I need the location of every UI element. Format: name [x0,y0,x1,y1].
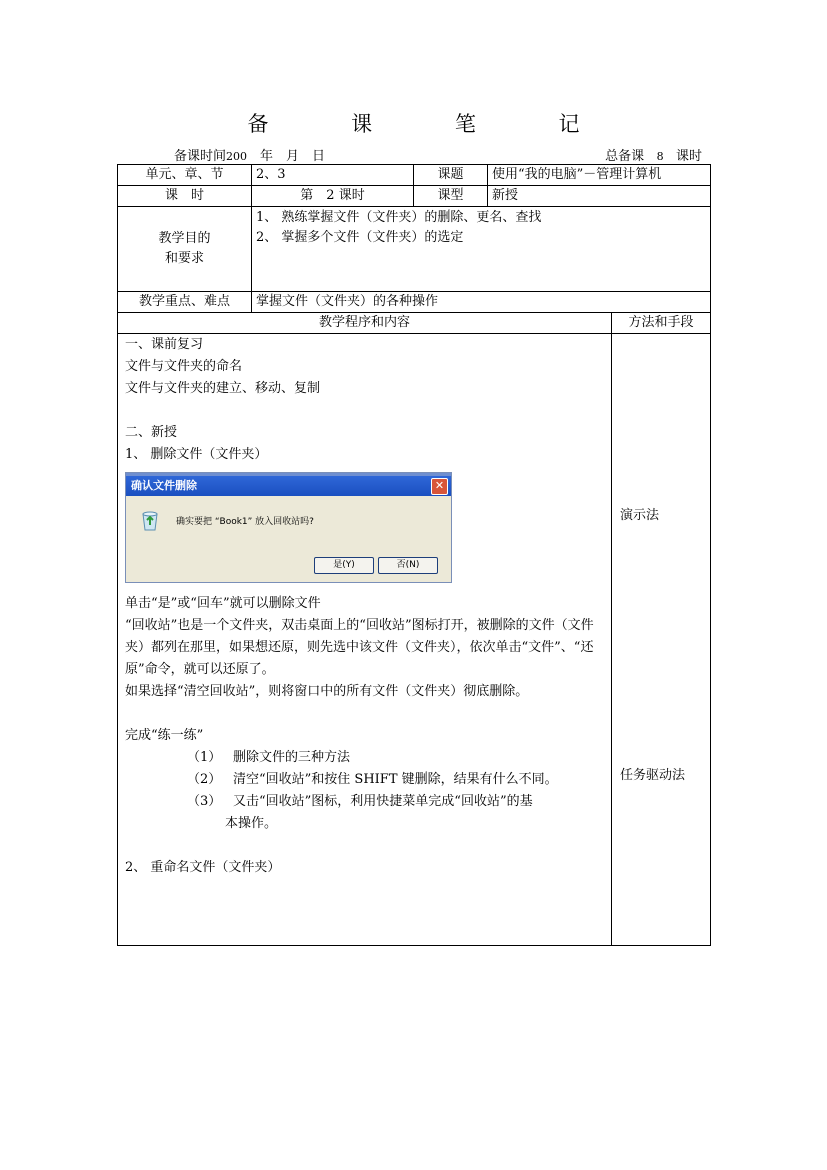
objective-label-2: 和要求 [164,251,204,266]
period-label: 课 时 [118,186,252,207]
objective-item: 2、 掌握多个文件（文件夹）的选定 [256,230,464,245]
unit-value: 2、3 [252,165,414,186]
page-title: 备 课 笔 记 [247,112,618,136]
practice-num: （3） [187,794,222,809]
review-item: 文件与文件夹的命名 [125,359,243,374]
practice-item [125,747,605,769]
yes-button[interactable]: 是(Y) [314,557,374,574]
objective-label-1: 教学目的 [158,231,211,246]
content-row [118,334,711,946]
paragraph: 如果选择“清空回收站”，则将窗口中的所有文件（文件夹）彻底删除。 [125,684,529,699]
paragraph: “回收站”也是一个文件夹，双击桌面上的“回收站”图标打开，被删除的文件（文件夹）都列在那里，如果想还原，则先选中该文件（文件夹），依次单击“文件”、“还原”命令，就可以还原了。 [125,618,594,677]
type-value: 新授 [488,186,711,207]
rename-title: 2、 重命名文件（文件夹） [125,860,281,875]
practice-item [125,791,605,813]
total-value: 8 [656,150,664,163]
close-icon[interactable]: ✕ [431,478,448,495]
topic-value: 使用“我的电脑”－管理计算机 [488,165,711,186]
topic-label: 课题 [414,165,488,186]
objective-list [252,207,711,292]
prep-time-label: 备课时间 [174,149,227,164]
type-label: 课型 [414,186,488,207]
prep-time [174,145,325,164]
header-line [118,145,710,163]
prep-time-date: 年 月 日 [247,149,326,164]
procedure-header: 教学程序和内容 [118,313,612,334]
period-row [118,186,711,207]
total-lessons [605,145,702,164]
focus-label: 教学重点、难点 [118,292,252,313]
practice-num: （2） [187,772,222,787]
practice-text: 又击“回收站”图标，利用快捷菜单完成“回收站”的基 [233,794,533,809]
prep-time-year: 200 [226,150,248,163]
objective-item: 1、 熟练掌握文件（文件夹）的删除、更名、查找 [256,210,542,225]
unit-label: 单元、章、节 [118,165,252,186]
focus-value: 掌握文件（文件夹）的各种操作 [252,292,711,313]
new-section-title: 二、新授 [125,425,178,440]
total-label: 总备课 [605,149,645,164]
dialog-title: 确认文件删除 [131,479,197,492]
procedure-content [118,334,612,946]
paragraph: 单击“是”或“回车”就可以删除文件 [125,596,321,611]
confirm-delete-dialog [125,472,452,583]
practice-cont: 本操作。 [225,816,278,831]
lesson-plan-table [117,164,711,946]
practice-text: 清空“回收站”和按住 SHIFT 键删除，结果有什么不同。 [233,772,558,787]
objective-row [118,207,711,292]
method-demo: 演示法 [620,508,660,523]
unit-row [118,165,711,186]
dialog-message: 确实要把 “Book1” 放入回收站吗? [176,517,314,527]
period-value: 第 2 课时 [252,186,414,207]
no-button[interactable]: 否(N) [378,557,438,574]
focus-row [118,292,711,313]
review-item: 文件与文件夹的建立、移动、复制 [125,381,321,396]
method-content [612,334,711,946]
recycle-bin-icon [140,509,160,531]
procedure-header-row [118,313,711,334]
dialog-titlebar [126,476,451,496]
practice-item [125,769,605,791]
method-header: 方法和手段 [612,313,711,334]
objective-label [118,207,252,292]
method-task: 任务驱动法 [620,768,686,783]
review-title: 一、课前复习 [125,337,204,352]
total-unit: 课时 [675,149,702,164]
practice-num: （1） [187,750,222,765]
delete-title: 1、 删除文件（文件夹） [125,447,268,462]
practice-text: 删除文件的三种方法 [233,750,351,765]
practice-title: 完成“练一练” [125,728,204,743]
